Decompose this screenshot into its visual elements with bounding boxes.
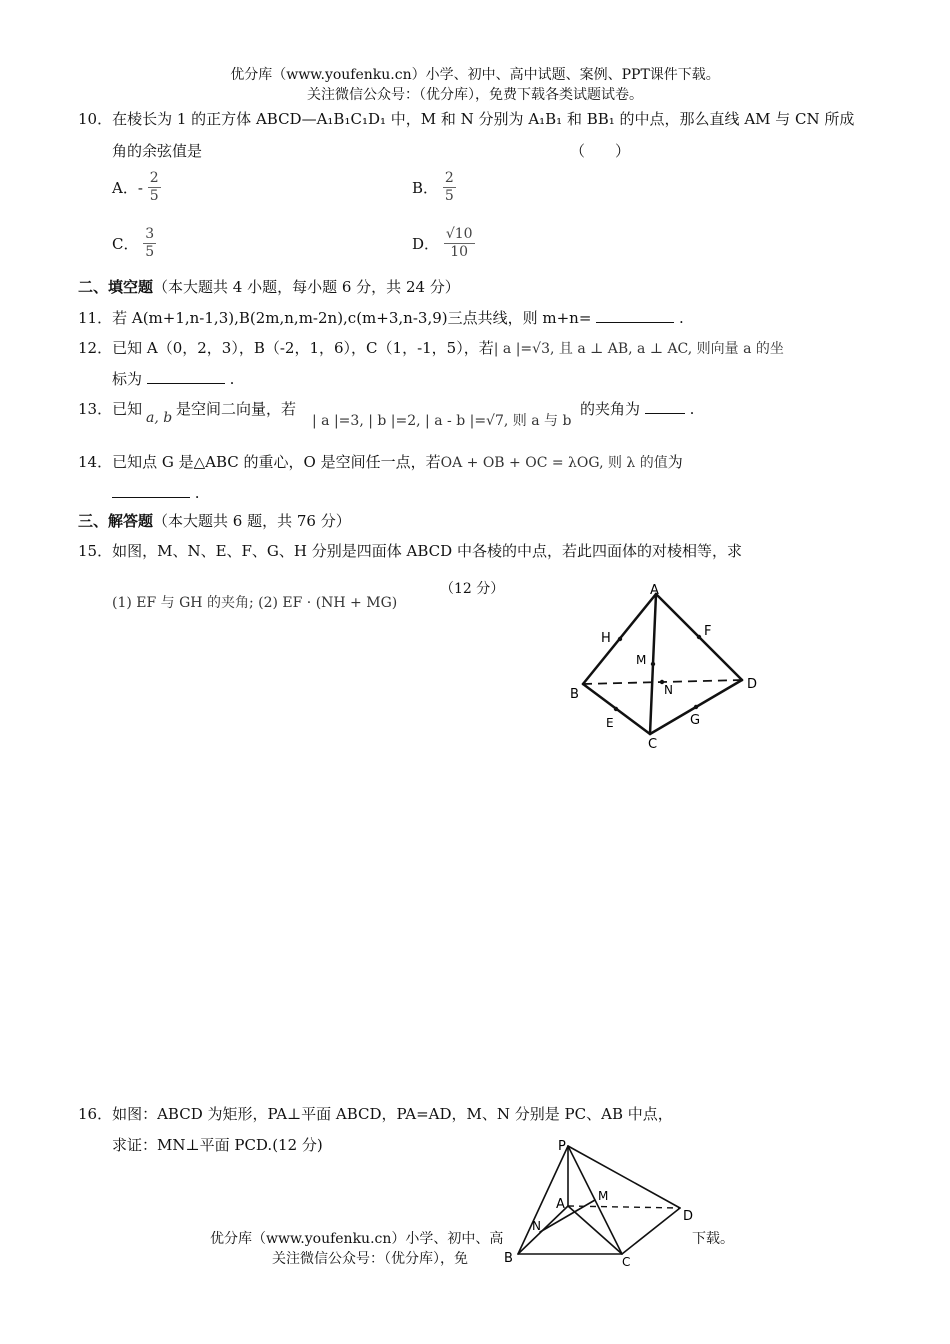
section-2-note: （本大题共 4 小题，每小题 6 分，共 24 分）	[153, 278, 460, 296]
footer-line-1a: 优分库（www.youfenku.cn）小学、初中、高	[210, 1231, 504, 1247]
q11-text: 若 A(m+1,n-1,3),B(2m,n,m-2n),c(m+3,n-3,9)三点共线，则 m+n=	[112, 309, 592, 327]
option-a-label: A．-	[112, 179, 143, 197]
point-g	[694, 705, 698, 709]
q10-text-2: 角的余弦值是	[112, 142, 203, 160]
q14-end: .	[194, 484, 200, 502]
edge-ad-hidden	[568, 1206, 680, 1208]
section-2-title: 二、填空题	[78, 278, 154, 296]
label-m: M	[636, 653, 647, 667]
q13-number: 13．	[78, 400, 113, 418]
q16-line-1	[78, 1103, 673, 1125]
option-b-fraction: $\frac{2}{5}$	[444, 170, 454, 204]
q12-line-1	[78, 337, 784, 360]
q13-math: | a |=3, | b |=2, | a - b |=√7, 则 a 与 b	[312, 413, 572, 429]
option-b-label: B．	[412, 179, 439, 197]
edge-pd	[568, 1146, 680, 1208]
q14-math: OA + OB + OC = λOG, 则 λ 的值	[440, 455, 668, 471]
label-a: A	[650, 583, 659, 598]
q13-text-2: 是空间二向量，若	[176, 400, 297, 418]
q13-text-3: 的夹角为	[580, 400, 641, 418]
q12-text-2: 标为	[112, 370, 143, 388]
label-p: P	[558, 1139, 566, 1154]
q13-text-1: 已知	[112, 400, 143, 418]
q13-vectors: a, b	[146, 410, 173, 426]
q11-number: 11．	[78, 309, 113, 327]
segment-ac	[568, 1206, 622, 1254]
q16-pyramid-figure	[500, 1134, 705, 1268]
header-line-2: 关注微信公众号：（优分库），免费下载各类试题试卷。	[307, 87, 643, 103]
q10-option-d[interactable]	[412, 226, 475, 261]
q15-line-1	[78, 540, 874, 562]
q12-answer-blank[interactable]	[147, 369, 225, 384]
label-g: G	[690, 713, 701, 728]
q15-math: (1) EF 与 GH 的夹角; (2) EF · (NH + MG)	[112, 595, 398, 611]
q15-text: 如图，M、N、E、F、G、H 分别是四面体 ABCD 中各棱的中点，若此四面体的对棱相等，求	[112, 542, 742, 560]
q14-text: 已知点 G 是△ABC 的重心，O 是空间任一点，若	[112, 453, 441, 471]
edge-cd	[622, 1208, 680, 1254]
q11-end: .	[678, 309, 684, 327]
section-3-heading	[78, 510, 351, 532]
q13-line	[78, 398, 142, 420]
q10-option-a[interactable]	[112, 170, 161, 205]
label-m: M	[598, 1189, 609, 1203]
label-h: H	[601, 631, 611, 646]
label-n: N	[532, 1219, 541, 1233]
section-3-note: （本大题共 6 题，共 76 分）	[153, 512, 351, 530]
q14-text-2: 为	[667, 453, 683, 471]
q12-math: | a |=√3, 且 a ⊥ AB, a ⊥ AC, 则向量 a 的坐	[493, 341, 784, 357]
footer-line-2: 关注微信公众号：（优分库），免	[272, 1251, 468, 1267]
point-h	[618, 637, 622, 641]
q15-number: 15．	[78, 542, 113, 560]
q15-tetrahedron-figure	[566, 582, 766, 752]
option-a-fraction: $\frac{2}{5}$	[149, 170, 159, 204]
option-c-fraction: $\frac{3}{5}$	[145, 226, 155, 260]
footer-line-1b: 下载。	[692, 1231, 734, 1247]
label-d: D	[747, 677, 758, 692]
q11	[78, 307, 684, 329]
option-d-fraction: $\frac{√10}{10}$	[445, 226, 473, 260]
label-b: B	[504, 1251, 513, 1266]
q16-text-2: 求证：MN⊥平面 PCD.(12 分)	[112, 1136, 323, 1154]
q12-end: .	[229, 370, 235, 388]
label-n: N	[664, 683, 673, 697]
header-line-1: 优分库（www.youfenku.cn）小学、初中、高中试题、案例、PPT课件下载。	[230, 67, 720, 83]
q10-option-b[interactable]	[412, 170, 456, 205]
section-3-title: 三、解答题	[78, 512, 154, 530]
q11-answer-blank[interactable]	[596, 308, 674, 323]
q16-text-1: 如图：ABCD 为矩形，PA⊥平面 ABCD，PA=AD，M、N 分别是 PC、AB 中点，	[112, 1105, 673, 1123]
q16-number: 16．	[78, 1105, 113, 1123]
label-f: F	[704, 624, 712, 639]
q10-option-c[interactable]	[112, 226, 156, 261]
q15-score: （12 分）	[440, 581, 505, 597]
option-d-label: D．	[412, 235, 440, 253]
section-2-heading	[78, 276, 460, 298]
point-e	[614, 707, 618, 711]
q10-text-1: 在棱长为 1 的正方体 ABCD—A₁B₁C₁D₁ 中，M 和 N 分别为 A₁B₁ 和 BB₁ 的中点，那么直线 AM 与 CN 所成	[112, 110, 855, 128]
q10-line-1	[78, 108, 854, 130]
q14-line-1	[78, 451, 683, 474]
label-e: E	[606, 716, 614, 730]
q13-answer-blank[interactable]	[645, 399, 685, 414]
label-a: A	[556, 1197, 565, 1212]
label-d: D	[683, 1209, 694, 1224]
label-b: B	[570, 687, 579, 702]
q14-number: 14．	[78, 453, 113, 471]
point-m	[651, 662, 655, 666]
q10-answer-paren: （ ）	[570, 142, 631, 160]
label-c: C	[622, 1255, 631, 1268]
q12-text: 已知 A（0，2，3），B（-2，1，6），C（1，-1，5），若	[112, 339, 494, 357]
q13-end: .	[689, 400, 695, 418]
label-c: C	[648, 737, 658, 752]
q13-tail	[580, 398, 694, 420]
q12-line-2	[112, 368, 234, 390]
point-f	[697, 635, 701, 639]
q14-line-2	[112, 482, 200, 504]
option-c-label: C．	[112, 235, 139, 253]
q10-number: 10．	[78, 110, 113, 128]
q12-number: 12．	[78, 339, 113, 357]
q14-answer-blank[interactable]	[112, 483, 190, 498]
